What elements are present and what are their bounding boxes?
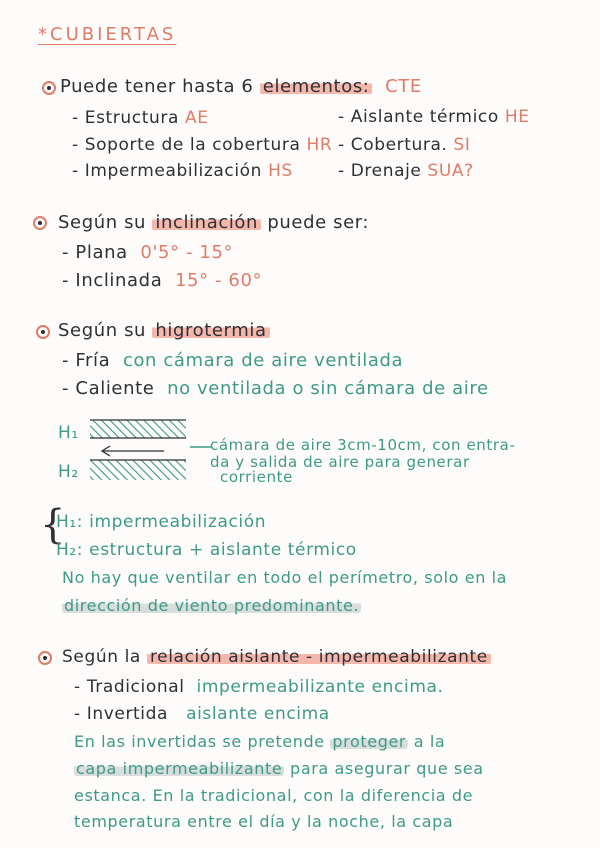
section3-heading	[58, 320, 270, 341]
legend-brace-icon: {	[40, 502, 66, 548]
item-text: - Fría	[62, 350, 111, 371]
item-text: - Soporte de la cobertura	[72, 135, 301, 155]
para-text: para asegurar que sea	[284, 759, 484, 778]
section2-pre: Según su	[58, 212, 153, 233]
legend-note-hl: dirección de viento predominante.	[64, 596, 360, 615]
section1-item	[72, 108, 209, 128]
para-hl: proteger	[332, 732, 407, 751]
item-text: - Tradicional	[74, 677, 185, 697]
section2-item	[62, 242, 233, 263]
section3-item	[62, 378, 489, 399]
legend-h1: H₁: impermeabilización	[56, 512, 267, 532]
section4-pre: Según la	[62, 647, 147, 667]
item-tag: SI	[453, 135, 471, 155]
item-text: - Invertida	[74, 704, 169, 724]
section4-item	[74, 704, 330, 724]
item-value: 0'5° - 15°	[140, 242, 234, 263]
section2-heading	[58, 212, 369, 233]
diagram-label-line1: cámara de aire 3cm-10cm, con entra-	[210, 436, 516, 454]
section4-para-line2	[74, 759, 484, 778]
item-tag: HR	[306, 135, 333, 155]
section2-post: puede ser:	[261, 212, 370, 233]
section3-pre: Según su	[58, 320, 153, 341]
section3-item	[62, 350, 403, 371]
item-tag: SUA?	[427, 161, 474, 181]
legend-h2: H₂: estructura + aislante térmico	[56, 540, 357, 560]
diagram-h2-label: H₂	[58, 462, 79, 482]
item-tag: AE	[184, 108, 209, 128]
section2-bullet-icon	[33, 216, 47, 230]
roof-section-diagram	[86, 414, 196, 486]
section4-para-line3: estanca. En la tradicional, con la diferencia de	[74, 786, 474, 805]
section1-item	[338, 135, 471, 155]
section1-item	[72, 135, 332, 155]
item-text: - Aislante térmico	[338, 107, 499, 127]
section1-heading-hl: elementos:	[260, 76, 373, 97]
item-text: - Caliente	[62, 378, 155, 399]
title-star: *	[38, 24, 50, 45]
section1-cte-tag: CTE	[385, 76, 422, 97]
section4-para-line4: temperatura entre el día y la noche, la capa	[74, 812, 454, 831]
item-text: - Inclinada	[62, 270, 163, 291]
diagram-label-line3: corriente	[220, 468, 293, 486]
item-value: 15° - 60°	[174, 270, 263, 291]
page-title	[38, 24, 176, 45]
item-note: no ventilada o sin cámara de aire	[167, 378, 489, 399]
item-text: - Plana	[62, 242, 128, 263]
layer-h2-hatch	[90, 460, 186, 480]
section1-heading	[60, 76, 422, 97]
diagram-label-line2: da y salida de aire para generar	[210, 453, 470, 471]
section4-bullet-icon	[38, 651, 52, 665]
item-note: impermeabilizante encima.	[196, 677, 444, 697]
item-tag: HS	[268, 161, 293, 181]
title-text: CUBIERTAS	[50, 24, 177, 45]
item-text: - Cobertura.	[338, 135, 448, 155]
para-hl: capa impermeabilizante	[76, 759, 283, 778]
item-tag: HE	[504, 107, 530, 127]
item-text: - Estructura	[72, 108, 179, 128]
para-text: En las invertidas se pretende	[74, 732, 331, 751]
item-text: - Impermeabilización	[72, 161, 263, 181]
section2-item	[62, 270, 262, 291]
item-note: con cámara de aire ventilada	[122, 350, 404, 371]
section1-item	[72, 161, 293, 181]
item-text: - Drenaje	[338, 161, 422, 181]
section3-hl: higrotermia	[152, 320, 269, 341]
legend-note-line1: No hay que ventilar en todo el perímetro, solo en la	[62, 568, 508, 587]
section1-item	[338, 161, 474, 181]
item-note: aislante encima	[186, 704, 330, 724]
section1-bullet-icon	[42, 81, 56, 95]
section1-item	[338, 107, 530, 127]
layer-h1-hatch	[90, 420, 186, 438]
section4-heading	[62, 647, 491, 667]
legend-note-line2	[62, 596, 361, 615]
section4-item	[74, 677, 444, 697]
section3-bullet-icon	[36, 325, 50, 339]
section2-hl: inclinación	[152, 212, 261, 233]
diagram-h1-label: H₁	[58, 423, 79, 443]
section4-para-line1	[74, 732, 445, 751]
section4-hl: relación aislante - impermeabilizante	[147, 647, 491, 667]
para-text: a la	[408, 732, 446, 751]
section1-heading-pre: Puede tener hasta 6	[60, 76, 260, 97]
